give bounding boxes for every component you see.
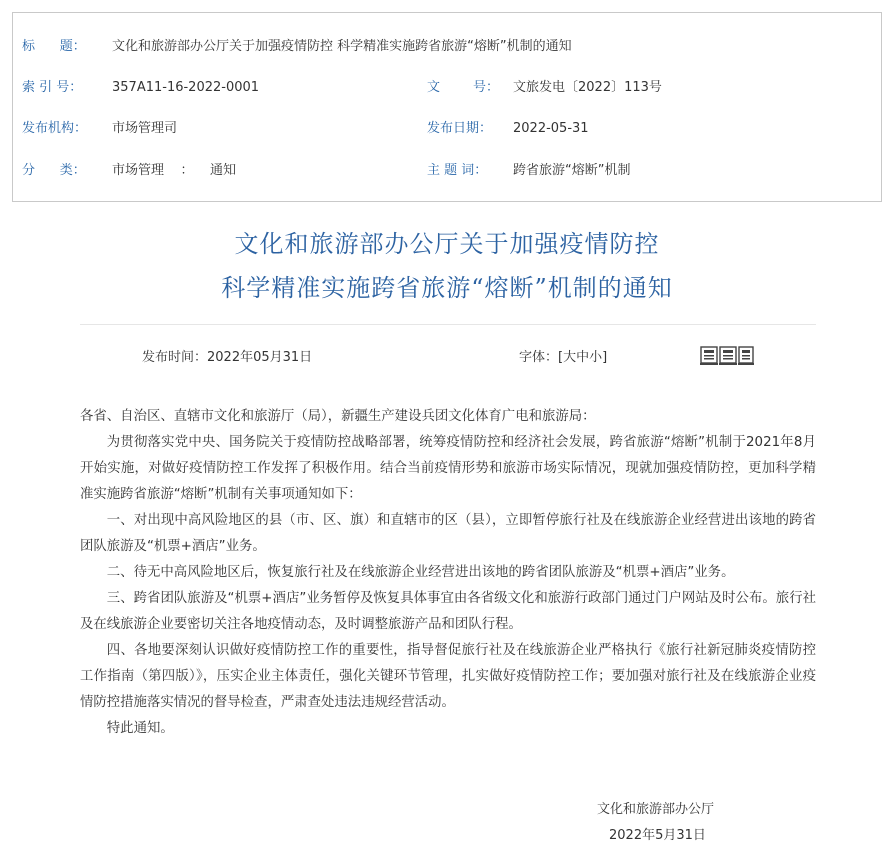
meta-date-label: 发布日期：: [427, 121, 493, 136]
meta-topic-label: 主 题 词：: [427, 163, 488, 178]
paragraph-item-3: 三、跨省团队旅游及“机票+酒店”业务暂停及恢复具体事宜由各省级文化和旅游行政部门通过门户网站及时公布。旅行社及在线旅游企业要密切关注各地疫情动态，及时调整旅游产品和团队行程。: [80, 591, 816, 632]
bookmark-icon[interactable]: [719, 344, 737, 366]
meta-index-label: 索 引 号：: [22, 80, 83, 95]
title-divider: [80, 324, 816, 325]
meta-row-category: [13, 159, 881, 183]
meta-row-org: [13, 117, 881, 141]
document-metadata-box: [12, 12, 882, 202]
article-body: [80, 404, 816, 742]
meta-index-value: 357A11-16-2022-0001: [112, 80, 260, 95]
paragraph-item-2: 二、待无中高风险地区后，恢复旅行社及在线旅游企业经营进出该地的跨省团队旅游及“机票+酒店”业务。: [106, 565, 735, 580]
meta-title-value: 文化和旅游部办公厅关于加强疫情防控 科学精准实施跨省旅游“熔断”机制的通知: [112, 39, 572, 54]
font-size-selector[interactable]: 字体：[大中小]: [519, 350, 608, 365]
share-icon[interactable]: [738, 344, 756, 366]
meta-topic-value: 跨省旅游“熔断”机制: [513, 163, 631, 178]
printer-icon[interactable]: [700, 344, 718, 366]
paragraph-item-1: 一、对出现中高风险地区的县（市、区、旗）和直辖市的区（县），立即暂停旅行社及在线旅游企业经营进出该地的跨省团队旅游及“机票+酒店”业务。: [80, 513, 816, 554]
meta-row-index: [13, 76, 881, 100]
meta-org-label: 发布机构：: [22, 121, 88, 136]
meta-docno-value: 文旅发电〔2022〕113号: [513, 80, 662, 95]
publish-time: 发布时间：2022年05月31日: [142, 350, 313, 365]
article-title-line1: 文化和旅游部办公厅关于加强疫情防控: [234, 230, 660, 258]
paragraph-intro: 为贯彻落实党中央、国务院关于疫情防控战略部署，统筹疫情防控和经济社会发展，跨省旅游“熔断”机制于2021年8月开始实施，对做好疫情防控工作发挥了积极作用。结合当前疫情形势和旅游市场实际情况，现就加强疫情防控，更加科学精准实施跨省旅游“熔断”机制有关事项通知如下：: [80, 435, 816, 502]
meta-docno-label: 文 号：: [427, 80, 500, 95]
meta-title-label: 标 题：: [22, 39, 86, 54]
meta-date-value: 2022-05-31: [513, 121, 589, 136]
paragraph-salutation: 各省、自治区、直辖市文化和旅游厅（局），新疆生产建设兵团文化体育广电和旅游局：: [80, 409, 596, 424]
meta-org-value: 市场管理司: [112, 121, 178, 136]
meta-row-title: [13, 35, 881, 59]
paragraph-item-4: 四、各地要深刻认识做好疫情防控工作的重要性，指导督促旅行社及在线旅游企业严格执行《旅行社新冠肺炎疫情防控工作指南（第四版）》，压实企业主体责任，强化关键环节管理，扎实做好疫情防控工作；要加强对旅行社及在线旅游企业疫情防控措施落实情况的督导检查，严肃查处违法违规经营活动。: [80, 643, 816, 710]
signature-date: 2022年5月31日: [609, 828, 706, 843]
paragraph-closing: 特此通知。: [106, 721, 174, 736]
meta-category-value: 市场管理 ： 通知: [112, 163, 237, 178]
meta-category-label: 分 类：: [22, 163, 86, 178]
signature-org: 文化和旅游部办公厅: [597, 802, 715, 817]
article-title-line2: 科学精准实施跨省旅游“熔断”机制的通知: [221, 274, 673, 302]
